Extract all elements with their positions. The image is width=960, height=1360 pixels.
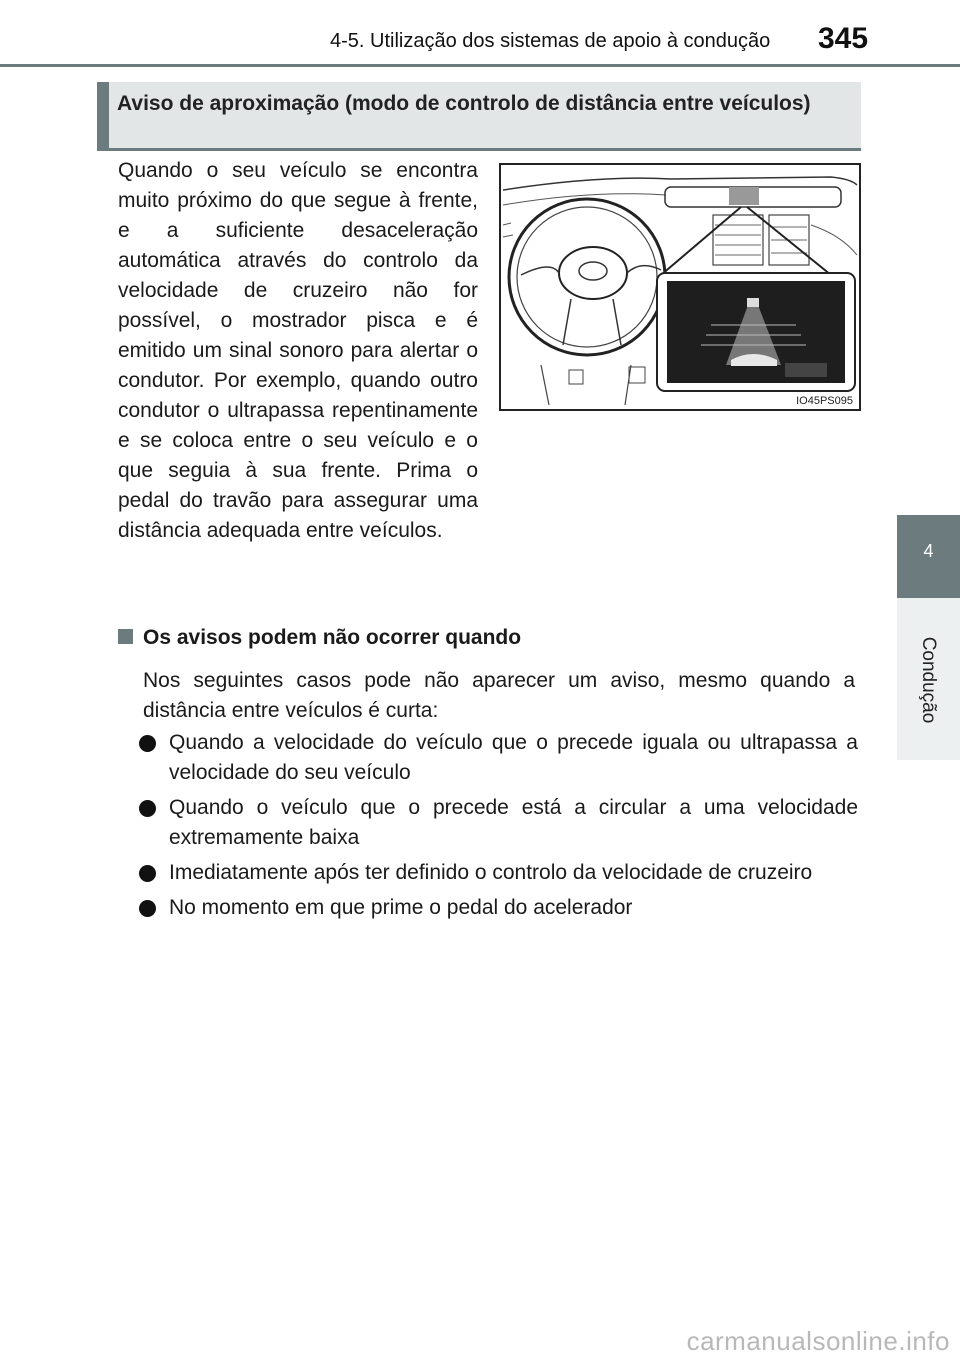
bullet-dot-icon — [139, 735, 156, 752]
list-item-text: Quando o veículo que o precede está a circular a uma velocidade extremamente baixa — [169, 796, 858, 849]
dashboard-figure — [499, 163, 861, 411]
chapter-title: 4-5. Utilização dos sistemas de apoio à condução — [330, 30, 771, 52]
bullet-dot-icon — [139, 900, 156, 917]
intro-paragraph: Quando o seu veículo se encontra muito próximo do que segue à frente, e a suficiente desaceleração automática através do controlo da velocidade de cruzeiro não for possível, o mostrador pisca e é emitido um sinal sonoro para alertar o condutor. Por exemplo, quando outro condutor o ultrapassa repentinamente e se coloca entre o seu veículo e o que seguia à sua frente. Prima o pedal do travão para assegurar uma distância adequada entre veículos. — [118, 159, 478, 542]
section-heading-bar — [97, 82, 109, 148]
chapter-tab[interactable] — [897, 515, 960, 598]
page-number: 345 — [818, 22, 869, 55]
bullet-dot-icon — [139, 800, 156, 817]
square-bullet-icon — [118, 629, 133, 644]
dashboard-display-illustration — [501, 165, 859, 409]
header-rule — [0, 64, 960, 67]
figure-code: IO45PS095 — [796, 395, 853, 407]
subsection-heading — [118, 626, 858, 650]
chapter-side-label — [897, 598, 960, 760]
bullet-list — [130, 728, 858, 928]
bullet-dot-icon — [139, 865, 156, 882]
list-item-text: No momento em que prime o pedal do acelerador — [169, 896, 633, 919]
chapter-tab-number: 4 — [923, 541, 934, 561]
section-heading-box — [97, 82, 861, 151]
list-item-text: Imediatamente após ter definido o controlo da velocidade de cruzeiro — [169, 861, 813, 884]
list-item — [130, 893, 858, 923]
section-title: Aviso de aproximação (modo de controlo de distância entre veículos) — [117, 92, 811, 115]
list-item — [130, 793, 858, 853]
watermark: carmanualsonline.info — [686, 1326, 950, 1356]
subsection-title: Os avisos podem não ocorrer quando — [143, 626, 522, 649]
list-item — [130, 728, 858, 788]
list-item — [130, 858, 858, 888]
chapter-side-label-text: Condução — [918, 636, 939, 724]
subsection-intro: Nos seguintes casos pode não aparecer um aviso, mesmo quando a distância entre veículos é curta: — [143, 669, 855, 722]
list-item-text: Quando a velocidade do veículo que o precede iguala ou ultrapassa a velocidade do seu veículo — [169, 731, 858, 784]
